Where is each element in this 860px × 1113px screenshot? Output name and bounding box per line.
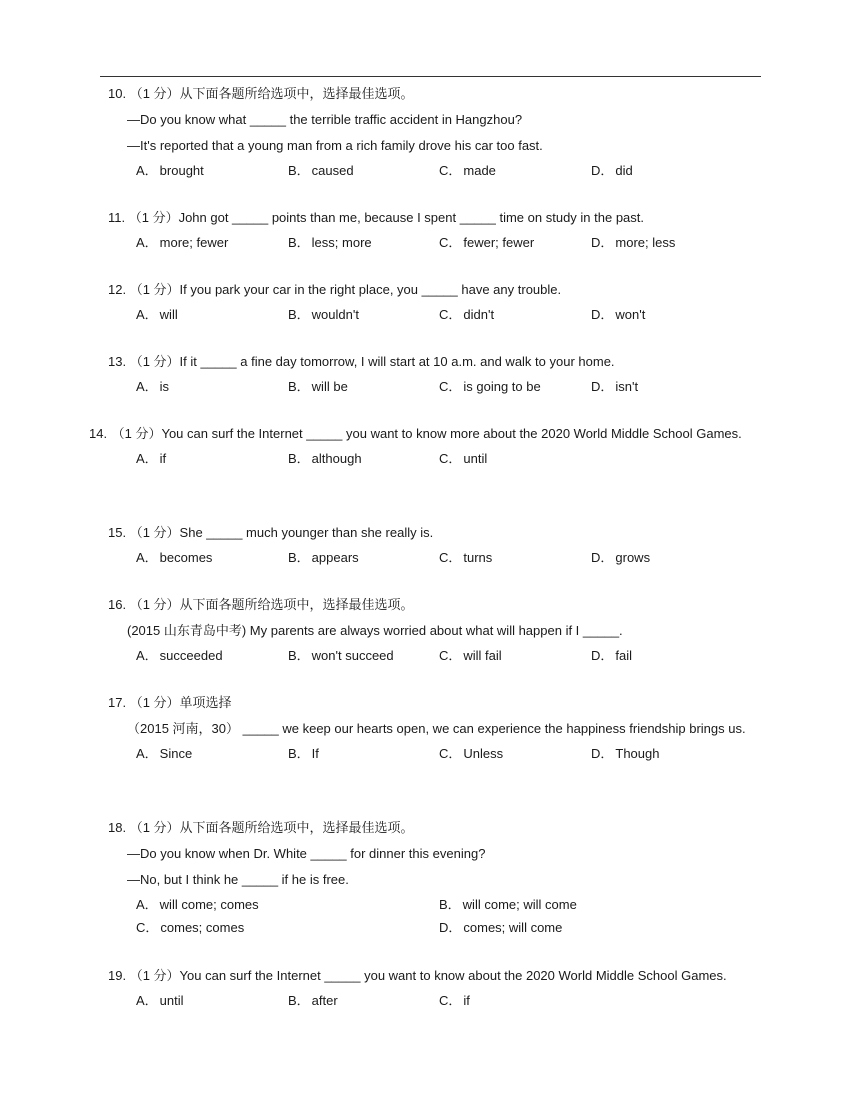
options <box>108 893 764 939</box>
question-18 <box>108 815 764 939</box>
question-number: 17. <box>108 695 127 710</box>
option-c[interactable]: C． didn't <box>439 307 495 322</box>
option-b[interactable]: B． appears <box>288 550 359 565</box>
option-c[interactable]: C． will fail <box>439 648 502 663</box>
option-c[interactable]: C． Unless <box>439 746 504 761</box>
option-a[interactable]: A． until <box>136 993 184 1008</box>
question-line: —Do you know when Dr. White _____ for dinner this evening? <box>127 846 486 861</box>
question-stem: （1 分）从下面各题所给选项中，选择最佳选项。 <box>129 597 414 612</box>
option-b[interactable]: B． less; more <box>288 235 372 250</box>
option-c[interactable]: C． turns <box>439 550 493 565</box>
question-stem: （1 分）She _____ much younger than she really is. <box>129 525 434 540</box>
option-c[interactable]: C． fewer; fewer <box>439 235 535 250</box>
option-d[interactable]: D． fail <box>591 648 633 663</box>
option-c[interactable]: C． comes; comes <box>136 920 245 935</box>
option-b[interactable]: B． caused <box>288 163 354 178</box>
options <box>108 546 764 570</box>
option-b[interactable]: B． wouldn't <box>288 307 359 322</box>
question-line: —It's reported that a young man from a rich family drove his car too fast. <box>127 138 543 153</box>
option-a[interactable]: A． Since <box>136 746 193 761</box>
option-a[interactable]: A． becomes <box>136 550 213 565</box>
option-a[interactable]: A． will come; comes <box>136 897 259 912</box>
option-a[interactable]: A． brought <box>136 163 204 178</box>
header-rule <box>100 76 761 77</box>
options <box>108 159 764 183</box>
option-b[interactable]: B． will be <box>288 379 348 394</box>
option-d[interactable]: D． won't <box>591 307 646 322</box>
options <box>108 742 764 766</box>
option-b[interactable]: B． If <box>288 746 319 761</box>
question-line: (2015 山东青岛中考) My parents are always worried about what will happen if I _____. <box>127 623 623 638</box>
question-line: —No, but I think he _____ if he is free. <box>127 872 349 887</box>
question-number: 10. <box>108 86 127 101</box>
option-c[interactable]: C． made <box>439 163 496 178</box>
question-stem: （1 分）John got _____ points than me, because I spent _____ time on study in the past. <box>128 210 645 225</box>
question-number: 18. <box>108 820 127 835</box>
question-19 <box>108 963 764 1013</box>
option-d[interactable]: D． grows <box>591 550 651 565</box>
option-b[interactable]: B． won't succeed <box>288 648 394 663</box>
question-10 <box>108 81 764 183</box>
option-b[interactable]: B． after <box>288 993 338 1008</box>
option-d[interactable]: D． isn't <box>591 379 639 394</box>
option-d[interactable]: D． more; less <box>591 235 676 250</box>
option-c[interactable]: C． if <box>439 993 470 1008</box>
question-15 <box>108 520 764 570</box>
options <box>108 989 764 1013</box>
options <box>108 644 764 668</box>
question-stem: （1 分）If it _____ a fine day tomorrow, I will start at 10 a.m. and walk to your home. <box>129 354 615 369</box>
question-number: 16. <box>108 597 127 612</box>
question-stem: （1 分）You can surf the Internet _____ you want to know more about the 2020 World Middle School Games. <box>111 426 742 441</box>
option-b[interactable]: B． will come; will come <box>439 897 577 912</box>
question-stem: （1 分）单项选择 <box>129 695 232 710</box>
options <box>108 447 764 471</box>
option-b[interactable]: B． although <box>288 451 362 466</box>
question-17 <box>108 690 764 766</box>
question-number: 11. <box>108 210 126 225</box>
question-16 <box>108 592 764 668</box>
question-stem: （1 分）从下面各题所给选项中，选择最佳选项。 <box>129 820 414 835</box>
question-number: 12. <box>108 282 127 297</box>
option-a[interactable]: A． more; fewer <box>136 235 229 250</box>
option-a[interactable]: A． will <box>136 307 178 322</box>
option-d[interactable]: D． comes; will come <box>439 920 563 935</box>
option-d[interactable]: D． Though <box>591 746 660 761</box>
options <box>108 303 764 327</box>
question-number: 19. <box>108 968 127 983</box>
option-d[interactable]: D． did <box>591 163 633 178</box>
option-c[interactable]: C． until <box>439 451 488 466</box>
question-number: 13. <box>108 354 127 369</box>
options <box>108 375 764 399</box>
question-stem: （1 分）If you park your car in the right place, you _____ have any trouble. <box>129 282 562 297</box>
question-14: 14. （1 分）You can surf the Internet _____ you want to know more about the 2020 World Middle School Games. A． if B． although C． until <box>108 421 764 471</box>
question-line: （2015 河南，30） _____ we keep our hearts open, we can experience the happiness friendship brings us. <box>127 721 746 736</box>
options <box>108 231 764 255</box>
question-12 <box>108 277 764 327</box>
question-11 <box>108 205 764 255</box>
question-number: 15. <box>108 525 127 540</box>
option-a[interactable]: A． is <box>136 379 170 394</box>
question-13 <box>108 349 764 399</box>
option-c[interactable]: C． is going to be <box>439 379 541 394</box>
question-line: —Do you know what _____ the terrible traffic accident in Hangzhou? <box>127 112 523 127</box>
question-stem: （1 分）You can surf the Internet _____ you want to know about the 2020 World Middle School Games. <box>129 968 727 983</box>
question-stem: （1 分）从下面各题所给选项中，选择最佳选项。 <box>129 86 414 101</box>
option-a[interactable]: A． succeeded <box>136 648 223 663</box>
option-a[interactable]: A． if <box>136 451 167 466</box>
